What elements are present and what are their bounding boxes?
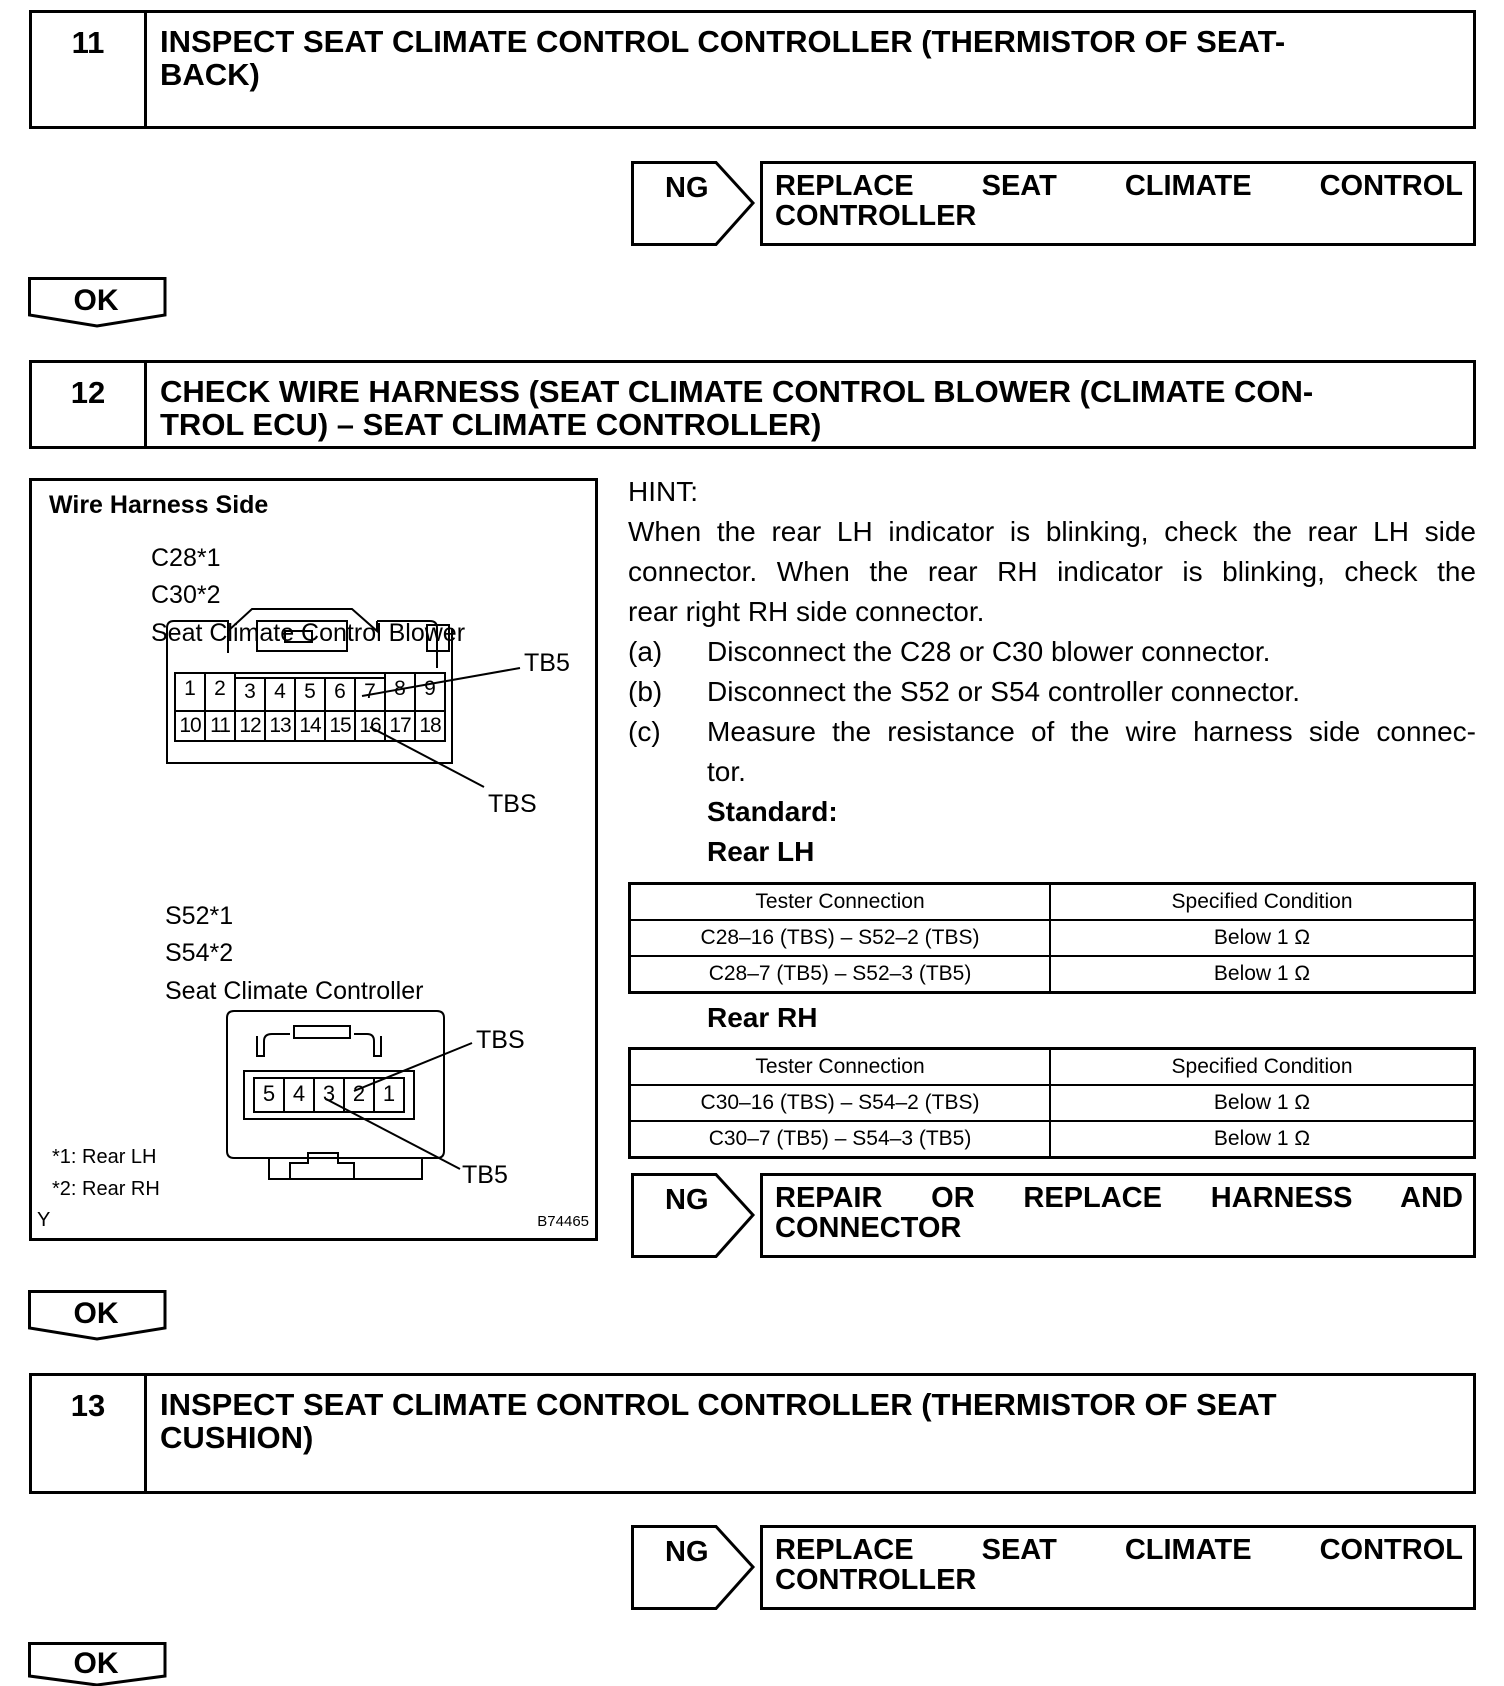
step-c-label: (c)	[628, 716, 661, 747]
footnote-rear-lh: *1: Rear LH	[52, 1146, 157, 1168]
step-b-text: Disconnect the S52 or S54 controller connector.	[707, 676, 1301, 707]
step-c-text-cont: tor.	[707, 756, 746, 787]
step-number: 12	[32, 363, 147, 446]
ok-label: OK	[73, 1297, 119, 1330]
controller-pin-number: 3	[322, 1081, 336, 1106]
ok-label: OK	[73, 284, 119, 317]
table-header-cell: Tester Connection	[630, 1049, 1051, 1086]
connector-figure	[29, 478, 598, 1241]
ng-result-line2: CONNECTOR	[775, 1212, 962, 1244]
blower-pin-number: 11	[210, 714, 230, 737]
blower-pin-number: 10	[179, 714, 201, 737]
rear-rh-label: Rear RH	[707, 1002, 818, 1033]
controller-pin-number: 1	[382, 1081, 396, 1106]
table-cell: Below 1 Ω	[1050, 1121, 1474, 1158]
hint-line-1: When the rear LH indicator is blinking, check the rear LH side	[628, 516, 1476, 547]
step-c-text: Measure the resistance of the wire harness side connec-	[707, 716, 1476, 747]
blower-pin-number: 1	[184, 677, 196, 700]
step-a-text: Disconnect the C28 or C30 blower connector.	[707, 636, 1271, 667]
table-cell: Below 1 Ω	[1050, 956, 1474, 993]
ng-result-box	[760, 161, 1476, 246]
ng-result-line1: REPLACE SEAT CLIMATE CONTROL	[775, 170, 1463, 202]
controller-tbs-label: TBS	[476, 1026, 525, 1054]
controller-pin-number: 2	[352, 1081, 366, 1106]
table-cell: C30–7 (TB5) – S54–3 (TB5)	[630, 1121, 1051, 1158]
table-header-cell: Specified Condition	[1050, 1049, 1474, 1086]
step-number: 13	[32, 1376, 147, 1491]
blower-pin-number: 15	[329, 714, 351, 737]
rear-lh-table	[628, 882, 1476, 994]
hint-line-2: connector. When the rear RH indicator is blinking, check the	[628, 556, 1476, 587]
step-title: INSPECT SEAT CLIMATE CONTROL CONTROLLER (THERMISTOR OF SEAT CUSHION)	[160, 1387, 1277, 1455]
figure-corner-left: Y	[37, 1209, 51, 1231]
ng-result-line2: CONTROLLER	[775, 200, 977, 232]
step-a-label: (a)	[628, 636, 663, 667]
blower-tb5-label: TB5	[524, 649, 570, 677]
table-header-cell: Tester Connection	[630, 884, 1051, 921]
table-row	[630, 1085, 1475, 1121]
rear-lh-label: Rear LH	[707, 836, 815, 867]
table-cell: Below 1 Ω	[1050, 1085, 1474, 1121]
blower-pin-number: 13	[269, 714, 291, 737]
blower-code-2: C30*2	[151, 581, 221, 609]
ng-label: NG	[665, 1536, 709, 1568]
ok-label: OK	[73, 1647, 119, 1680]
table-cell: C28–16 (TBS) – S52–2 (TBS)	[630, 920, 1051, 956]
table-cell: Below 1 Ω	[1050, 920, 1474, 956]
controller-tb5-label: TB5	[462, 1161, 508, 1189]
table-row	[630, 956, 1475, 993]
blower-tbs-label: TBS	[488, 790, 537, 818]
ng-result-line1: REPLACE SEAT CLIMATE CONTROL	[775, 1534, 1463, 1566]
blower-pin-number: 17	[389, 714, 411, 737]
hint-line-3: rear right RH side connector.	[628, 596, 985, 627]
step-number: 11	[32, 13, 147, 126]
blower-pin-number: 8	[394, 677, 406, 700]
ng-label: NG	[665, 172, 709, 204]
table-header-cell: Specified Condition	[1050, 884, 1474, 921]
step-title: CHECK WIRE HARNESS (SEAT CLIMATE CONTROL BLOWER (CLIMATE CON- TROL ECU) – SEAT CLIMATE CONTROLLER)	[160, 374, 1314, 442]
ng-result-line2: CONTROLLER	[775, 1564, 977, 1596]
table-row	[630, 920, 1475, 956]
step-12-header	[29, 360, 1476, 449]
blower-pin-number: 3	[244, 680, 256, 703]
table-cell: C28–7 (TB5) – S52–3 (TB5)	[630, 956, 1051, 993]
figure-id: B74465	[537, 1213, 589, 1230]
blower-pin-number: 4	[274, 680, 286, 703]
hint-label: HINT:	[628, 476, 698, 507]
table-cell: C30–16 (TBS) – S54–2 (TBS)	[630, 1085, 1051, 1121]
controller-pin-number: 4	[292, 1081, 306, 1106]
standard-label: Standard:	[707, 796, 838, 827]
blower-name: Seat Climate Control Blower	[151, 619, 466, 647]
blower-pin-number: 14	[299, 714, 321, 737]
blower-pin-number: 2	[214, 677, 226, 700]
ng-label: NG	[665, 1184, 709, 1216]
blower-pin-number: 6	[334, 680, 346, 703]
blower-pin-number: 5	[304, 680, 316, 703]
controller-pin-number: 5	[262, 1081, 276, 1106]
table-header-row	[630, 884, 1475, 921]
step-b-label: (b)	[628, 676, 663, 707]
footnote-rear-rh: *2: Rear RH	[52, 1178, 160, 1200]
blower-pin-number: 16	[359, 714, 381, 737]
controller-code-1: S52*1	[165, 902, 234, 930]
controller-name: Seat Climate Controller	[165, 977, 424, 1005]
step-13-header	[29, 1373, 1476, 1494]
controller-code-2: S54*2	[165, 939, 234, 967]
blower-pin-number: 18	[419, 714, 441, 737]
blower-pin-number: 7	[364, 680, 376, 703]
table-header-row	[630, 1049, 1475, 1086]
ng-result-box	[760, 1525, 1476, 1610]
step-11-header	[29, 10, 1476, 129]
blower-pin-number: 12	[239, 714, 261, 737]
figure-heading: Wire Harness Side	[49, 491, 269, 519]
connector-drawing	[32, 481, 595, 1238]
ng-result-line1: REPAIR OR REPLACE HARNESS AND	[775, 1182, 1464, 1214]
blower-code-1: C28*1	[151, 544, 221, 572]
table-row	[630, 1121, 1475, 1158]
ng-result-box	[760, 1173, 1476, 1258]
step-title: INSPECT SEAT CLIMATE CONTROL CONTROLLER (THERMISTOR OF SEAT- BACK)	[160, 24, 1286, 92]
rear-rh-table	[628, 1047, 1476, 1159]
blower-pin-number: 9	[424, 677, 436, 700]
